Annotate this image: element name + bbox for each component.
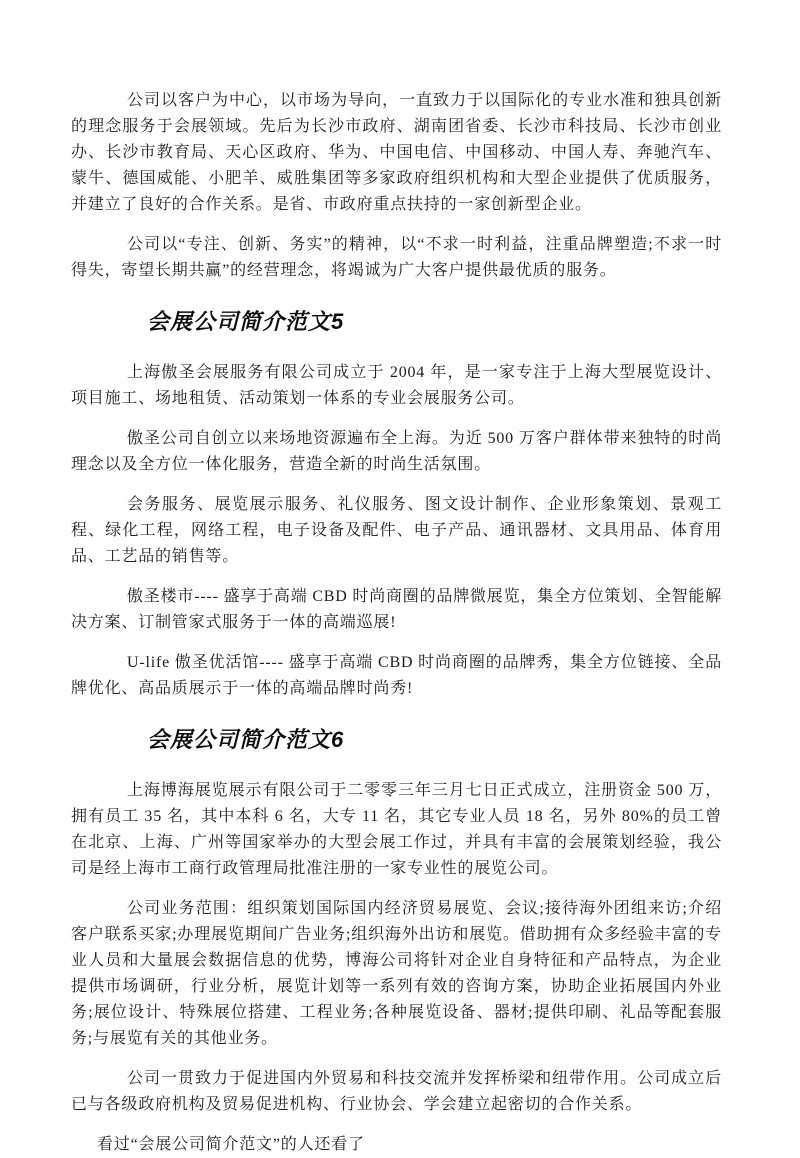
- intro-paragraph-2: 公司以“专注、创新、务实”的精神，以“不求一时利益，注重品牌塑造;不求一时得失，寄望长期共赢”的经营理念，将竭诚为广大客户提供最优质的服务。: [71, 236, 722, 279]
- section6-paragraph-1: 上海博海展览展示有限公司于二零零三年三月七日正式成立，注册资金 500 万，拥有员工 35 名，其中本科 6 名，大专 11 名，其它专业人员 18 名，另外 80%的员工曾在北京、上海、广州等国家举办的大型会展工作过，并具有丰富的会展策划经验，我公司是经上海市工商行政管理局批准注册的一家专业性的展览公司。: [71, 782, 722, 877]
- section-heading-sample-6: 会展公司简介范文6: [147, 727, 345, 752]
- section5-paragraph-2: 傲圣公司自创立以来场地资源遍布全上海。为近 500 万客户群体带来独特的时尚理念以及全方位一体化服务，营造全新的时尚生活氛围。: [71, 430, 722, 473]
- section6-paragraph-3: 公司一贯致力于促进国内外贸易和科技交流并发挥桥梁和纽带作用。公司成立后已与各级政府机构及贸易促进机构、行业协会、学会建立起密切的合作关系。: [71, 1070, 722, 1113]
- section-heading-sample-5: 会展公司简介范文5: [147, 309, 345, 334]
- section5-paragraph-4: 傲圣楼市---- 盛享于高端 CBD 时尚商圈的品牌微展览，集全方位策划、全智能解决方案、订制管家式服务于一体的高端巡展!: [71, 588, 723, 631]
- section5-paragraph-1: 上海傲圣会展服务有限公司成立于 2004 年，是一家专注于上海大型展览设计、项目施工、场地租赁、活动策划一体系的专业会展服务公司。: [71, 364, 722, 407]
- section5-paragraph-5: U-life 傲圣优活馆---- 盛享于高端 CBD 时尚商圈的品牌秀，集全方位链接、全品牌优化、高品质展示于一体的高端品牌时尚秀!: [71, 654, 722, 697]
- section5-paragraph-3: 会务服务、展览展示服务、礼仪服务、图文设计制作、企业形象策划、景观工程、绿化工程，网络工程，电子设备及配件、电子产品、通讯器材、文具用品、体育用品、工艺品的销售等。: [71, 496, 722, 565]
- intro-paragraph-1: 公司以客户为中心，以市场为导向，一直致力于以国际化的专业水准和独具创新的理念服务于会展领域。先后为长沙市政府、湖南团省委、长沙市科技局、长沙市创业办、长沙市教育局、天心区政府、华为、中国电信、中国移动、中国人寿、奔驰汽车、蒙牛、德国威能、小肥羊、威胜集团等多家政府组织机构和大型企业提供了优质服务，并建立了良好的合作关系。是省、市政府重点扶持的一家创新型企业。: [71, 92, 722, 213]
- closing-line: 看过“会展公司简介范文”的人还看了: [97, 1136, 365, 1153]
- section6-paragraph-2: 公司业务范围：组织策划国际国内经济贸易展览、会议;接待海外团组来访;介绍客户联系买家;办理展览期间广告业务;组织海外出访和展览。借助拥有众多经验丰富的专业人员和大量展会数据信息的优势，博海公司将针对企业自身特征和产品特点，为企业提供市场调研，行业分析，展览计划等一系列有效的咨询方案，协助企业拓展国内外业务;展位设计、特殊展位搭建、工程业务;各种展览设备、器材;提供印刷、礼品等配套服务;与展览有关的其他业务。: [71, 900, 722, 1047]
